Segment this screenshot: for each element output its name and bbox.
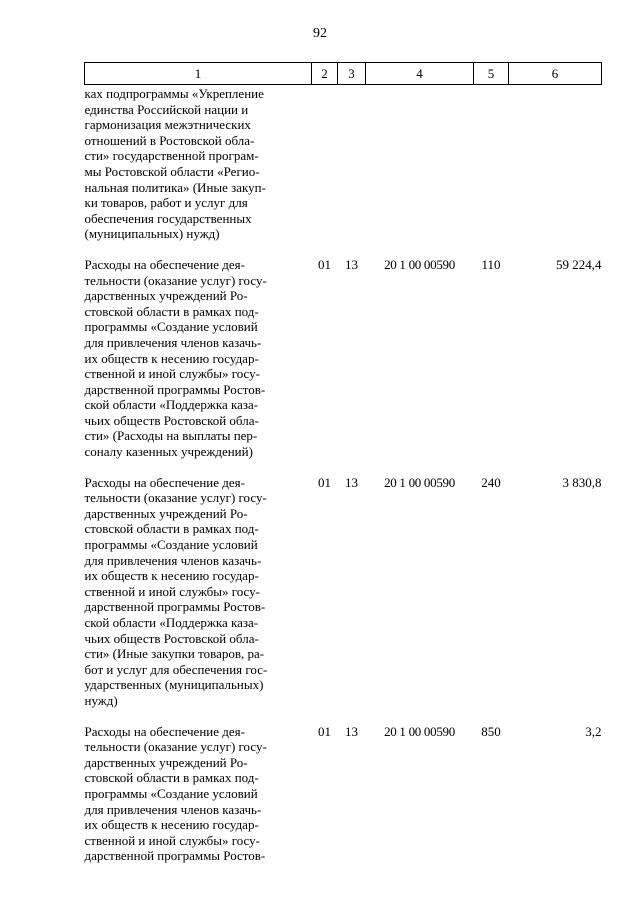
table-header-row (85, 63, 602, 85)
header-col-4: 4 (366, 63, 474, 85)
header-col-2: 2 (312, 63, 338, 85)
row-expense-type (474, 85, 509, 250)
table-row (85, 717, 602, 872)
row-subsection: 13 (345, 723, 358, 739)
row-section (312, 85, 338, 250)
row-section: 01 (318, 474, 331, 490)
row-section: 01 (318, 256, 331, 272)
row-target-code (366, 85, 474, 250)
header-col-5: 5 (474, 63, 509, 85)
row-description: Расходы на обеспечение дея- тельности (оказание услуг) госу- дарственных учреждений Ро- стовской области в рамках под- программы «Создание условий для привлечения членов казачь- их обществ к несению государ- ственной и иной службы» госу- дарственной программы Ростов- (84, 723, 267, 864)
row-amount: 59 224,4 (556, 256, 602, 272)
table-row (85, 85, 602, 250)
row-expense-type: 850 (481, 723, 501, 739)
row-subsection: 13 (345, 256, 358, 272)
row-expense-type: 110 (481, 256, 501, 272)
row-amount: 3,2 (585, 723, 602, 739)
row-description: Расходы на обеспечение дея- тельности (оказание услуг) госу- дарственных учреждений Ро- стовской области в рамках под- программы «Создание условий для привлечения членов казачь- их обществ к несению государ- ственной и иной службы» госу- дарственной программы Ростов- ской области «Поддержка каза- чьих обществ Ростовской обла- сти» (Расходы на выплаты пер- соналу казенных учреждений) (84, 256, 267, 460)
row-amount: 3 830,8 (562, 474, 602, 490)
row-section: 01 (318, 723, 331, 739)
header-col-1: 1 (85, 63, 312, 85)
header-col-6: 6 (509, 63, 602, 85)
budget-table (84, 62, 602, 872)
row-target-code: 20 1 00 00590 (384, 256, 455, 272)
row-subsection: 13 (345, 474, 358, 490)
row-target-code: 20 1 00 00590 (384, 474, 455, 490)
row-expense-type: 240 (481, 474, 501, 490)
header-col-3: 3 (338, 63, 366, 85)
row-description: ках подпрограммы «Укрепление единства Российской нации и гармонизация межэтнических отношений в Ростовской обла- сти» государственной програм- мы Ростовской области «Регио- нальная политика» (Иные закуп- ки товаров, работ и услуг для обеспечения государственных (муниципальных) нужд) (84, 86, 266, 242)
row-description: Расходы на обеспечение дея- тельности (оказание услуг) госу- дарственных учреждений Ро- стовской области в рамках под- программы «Создание условий для привлечения членов казачь- их обществ к несению государ- ственной и иной службы» госу- дарственной программы Ростов- ской области «Поддержка каза- чьих обществ Ростовской обла- сти» (Иные закупки товаров, ра- бот и услуг для обеспечения гос- ударственных (муниципальных) нужд) (84, 474, 268, 708)
table-row (85, 250, 602, 468)
page-number: 92 (313, 26, 327, 41)
row-subsection (338, 85, 366, 250)
row-amount (509, 85, 602, 250)
table-row (85, 468, 602, 717)
row-target-code: 20 1 00 00590 (384, 723, 455, 739)
